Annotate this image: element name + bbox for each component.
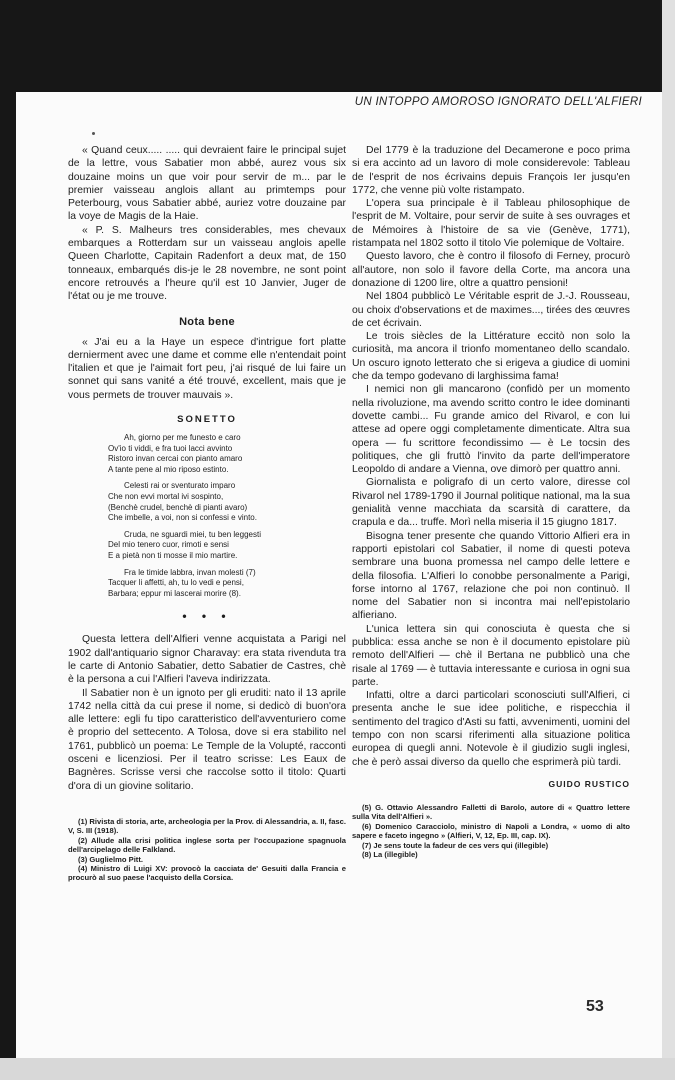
sonnet-verse: Ah, giorno per me funesto e caro [124,433,241,443]
sonnet-stanza [108,568,346,600]
sonnet-verse: Che non evvi mortal ivi sospinto, [108,492,224,502]
body-paragraph: L'opera sua principale è il Tableau philosophique de l'esprit de M. Voltaire, pour servir de suite à ses ouvrages et de Mémoires à l'histoire de sa vie (Genève, 1771), ristampata nel 1802 sotto il titolo Vie polemique de Voltaire. [352,198,630,250]
sonnet-verse: Celesti rai or sventurato imparo [124,481,236,491]
footnotes-right [352,803,630,859]
body-paragraph: Bisogna tener presente che quando Vittorio Alfieri era in rapporti epistolari col Sabatier, il nome di questi poteva sembrare una buona promessa nel campo delle lettere e della filosofia. L'Alfieri lo conobbe personalmente a Parigi, forse intorno al 1767, relazione che poi non continuò. Il nome del Sabatier non si incontra mai nell'epistolario alfieriano. [352,530,630,622]
sonnet-verse: Barbara; eppur mi lascerai morire (8). [108,588,241,598]
sonnet-verse: Cruda, ne sguardi miei, tu ben leggesti [124,529,261,539]
body-paragraph: Infatti, oltre a darci particolari sconosciuti sull'Alfieri, ci presenta anche le sue idee politiche, e rispecchia il sentimento del tragico d'Asti su fatti, avvenimenti, uomini del tempo con non scarsi riferimenti alla situazione politica europea di quegli anni. Notevole è il giudizio sugli inglesi, che è però assai diverso da quello che esprimerà più tardi. [352,690,630,768]
footnote: (3) Guglielmo Pitt. [78,854,143,864]
footnote: (1) Rivista di storia, arte, archeologia per la Prov. di Alessandria, a. II, fasc. V, S. III (1918). [68,816,346,836]
left-column [68,144,346,883]
body-paragraph: Nel 1804 pubblicò Le Véritable esprit de J.-J. Rousseau, ou choix d'observations et de maximes..., tirées des œuvres de cet écrivain. [352,291,630,329]
nota-bene-title: Nota bene [179,315,235,328]
letter-paragraph: « P. S. Malheurs tres considerables, mes chevaux embarques a Rotterdam sur un vaisseau anglois apelle Queen Charlotte, Capitain Radenfort a deux mat, de 150 tonneaux, embarqués dis-je le 28 novembre, ne sont point encore retrouvés a l'heure qu'il est 10 Janvier, Juger de l'état ou je me trouve. [68,224,346,303]
body-paragraph: Il Sabatier non è un ignoto per gli eruditi: nato il 13 aprile 1742 nella città da cui prese il nome, si dedicò di buon'ora alle lettere: egli fu tipo caratteristico dell'avventuriero come è proprio del settecento. A Tolosa, dove si era stabilito nel 1761, pubblicò un poema: Le Temple de la Volupté, racconti osceni e licenziosi. Per il teatro scrisse: Les Eaux de Bagnères. Scrisse versi che raccolse sotto il titolo: Quarti d'ora di un giovine solitario. [68,687,346,792]
body-paragraph: Del 1779 è la traduzione del Decamerone e poco prima si era accinto ad un lavoro di mole considerevole: Tableau de l'esprit de nos écrivains depuis François Ier jusqu'en 1772, che venne più volte ristampato. [352,145,630,196]
section-separator: • • • [182,609,232,624]
sonnet-verse: E a pietà non ti mosse il mio martire. [108,550,238,560]
body-paragraph: L'unica lettera sin qui conosciuta è questa che si pubblica: essa anche se non è il documento epistolare più remoto dell'Alfieri — chè il Bertana ne pubblicò una che risale al 1769 — è tuttavia interessante e curiosa in ogni sua parte. [352,623,630,688]
sonnet-stanza [108,530,346,562]
footnote: (4) Ministro di Luigi XV: provocò la cacciata de' Gesuiti dalla Francia e procurò al suo paese l'acquisto della Corsica. [68,863,346,883]
scan-border-left [0,0,16,1080]
footnote: (8) La (illegible) [362,849,418,859]
sonnet-stanza [108,481,346,523]
body-paragraph: Le trois siècles de la Littérature eccitò non solo la curiosità, ma ancora il trionfo momentaneo dello scandalo. Un oscuro ignoto letterato che si erigeva a giudice di uomini che da tempo godevano di larghissima fama! [352,331,630,383]
nota-bene-paragraph: « J'ai eu a la Haye un espece d'intrigue fort platte dernierment avec une dame et comme elle n'entendait point l'italien et que je l'aimait fort peu, j'ai risqué de lui faire un sonnet qui sans vanité a été trouvé, excellent, mais que je vous permets de trouver mauvais ». [68,336,346,401]
sonnet-stanza [108,433,346,475]
sonnet-verse: (Benchè crudel, benchè di pianti avaro) [108,502,248,512]
letter-paragraph: « Quand ceux..... ..... qui devraient faire le principal sujet de la lettre, vous Sabatier mon abbé, aurez vous six douzaine moins un que voir pour servir de m... par le premier vaisseau anglois allant au primtemps pour Peterbourg, vous Sabatier abbé, auriez votre douzaine par la voye de Magis de la Haie. [68,145,346,223]
sonnet-verse: Ristoro invan cercai con pianto amaro [108,454,243,464]
right-column [352,144,630,859]
sonetto-title: SONETTO [177,414,237,426]
sonnet-verse: Tacquer li affetti, ah, tu lo vedi e pensi, [108,578,244,588]
body-paragraph: Questa lettera dell'Alfieri venne acquistata a Parigi nel 1902 dall'antiquario signor Charavay: era stata rivenduta tra le carte di Antonio Sabatier, detto Sabatier de Castres, chè è la persona a cui l'Alfieri l'aveva indirizzata. [68,634,346,686]
document-page [16,92,662,1058]
scan-border-bottom [0,1058,675,1080]
scan-border-right [662,0,675,1080]
ink-dot [92,132,95,135]
body-paragraph: I nemici non gli mancarono (confidò per un momento nella rivoluzione, ma avendo scritto contro le idee dominanti dovette cambi... Fu grande amico del Rivarol, e con lui attese ad opere oggi completamente dimenticate. Altra sua opera — fu scrittore fecondissimo — è Le tocsin des politiques, che gli fruttò l'invito da parte dell'imperatore Leopoldo di andare a Vienna, ove dimorò per quattro anni. [352,384,630,476]
body-paragraph: Giornalista e poligrafo di un certo valore, diresse col Rivarol nel 1789-1790 il Journal politique national, ma la sua genialità venne macchiata da scarsità di carattere, da crapula e da... truffe. Morì nella miseria il 15 giugno 1817. [352,477,630,529]
footnote: (6) Domenico Caracciolo, ministro di Napoli a Londra, « uomo di alto sapere e faceto ingegno » (Alfieri, V, 12, Ep. III, cap. IX). [352,821,630,841]
body-paragraph: Questo lavoro, che è contro il filosofo di Ferney, procurò all'autore, non solo il favore della Corte, ma ancora una donazione di 1200 lire, oltre a quattro pensioni! [352,251,630,289]
footnote: (5) G. Ottavio Alessandro Falletti di Barolo, autore di « Quattro lettere sulla Vita dell'Alfieri ». [352,802,630,822]
footnote: (2) Allude alla crisi politica inglese sorta per l'occupazione spagnuola dell'arcipelago delle Falkland. [68,835,346,855]
sonnet-verse: Che imbelle, a voi, non si confessi e vinto. [108,513,257,523]
sonnet-verse: Del mio tenero cuor, rimoti e sensi [108,540,229,550]
sonnet-verse: Ov'io ti viddi, e fra tuoi lacci avvinto [108,443,233,453]
footnote: (7) Je sens toute la fadeur de ces vers qui (illegible) [362,840,549,850]
sonnet-verse: Fra le timide labbra, invan molesti (7) [124,567,256,577]
sonnet-verse: A tante pene al mio riposo estinto. [108,464,229,474]
author-signature: GUIDO RUSTICO [548,778,630,789]
scan-border-top [0,0,675,92]
footnotes-left [68,817,346,883]
running-head: UN INTOPPO AMOROSO IGNORATO DELL'ALFIERI [354,96,642,108]
page-number: 53 [586,998,604,1015]
